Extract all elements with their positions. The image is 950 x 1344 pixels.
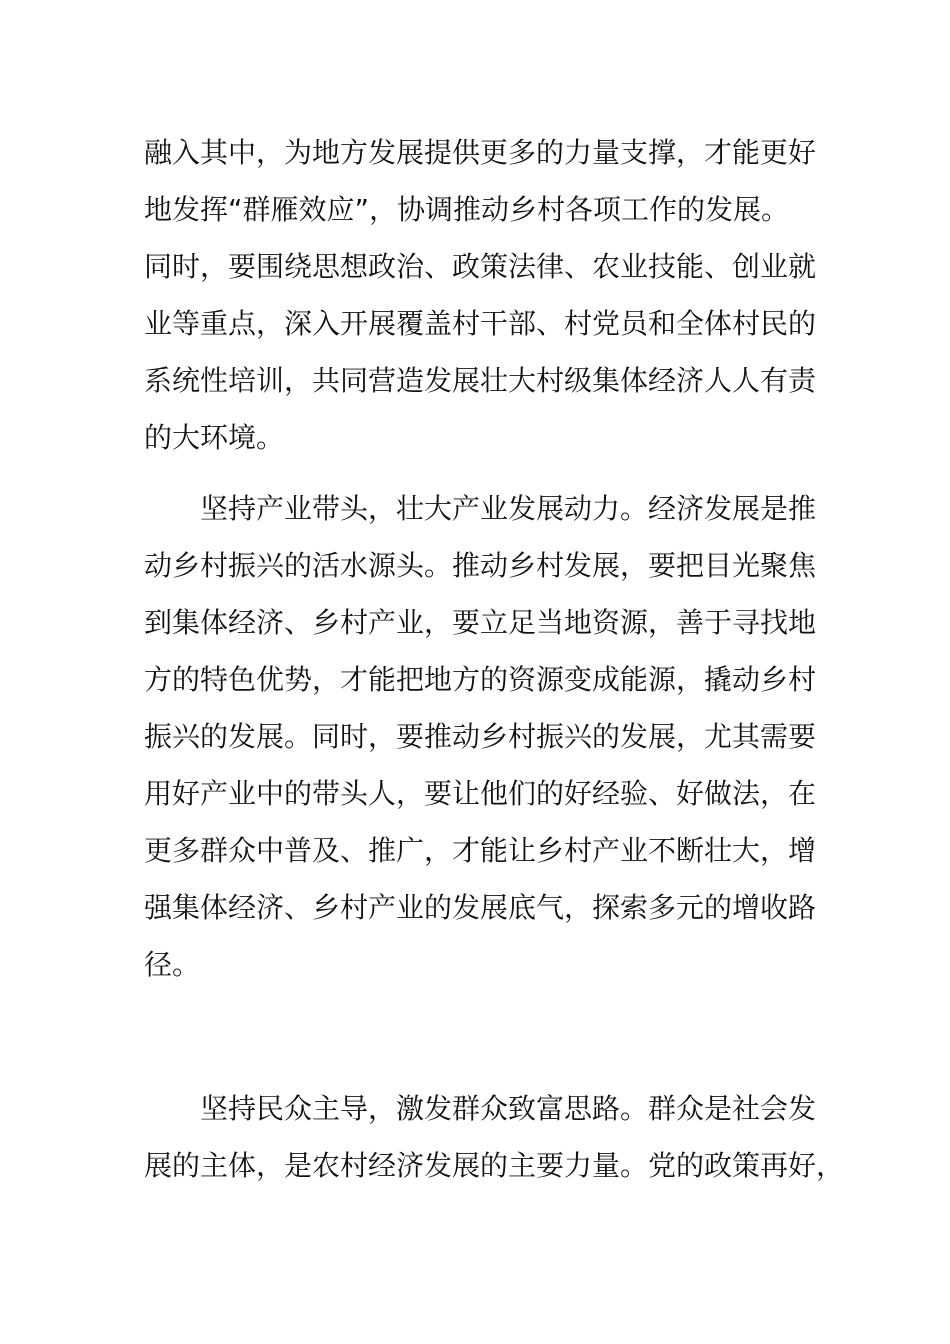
paragraph-1-line: 融入其中，为地方发展提供更多的力量支撑，才能更好 [144, 136, 817, 169]
paragraph-2-line: 径。 [144, 948, 201, 981]
paragraph-1-line: 的大环境。 [144, 421, 285, 454]
paragraph-2-line: 坚持产业带头，壮大产业发展动力。经济发展是推 [200, 492, 817, 525]
paragraph-2 [144, 480, 824, 993]
paragraph-3-line: 坚持民众主导，激发群众致富思路。群众是社会发 [200, 1092, 817, 1125]
paragraph-2-line: 强集体经济、乡村产业的发展底气，探索多元的增收路 [144, 891, 817, 924]
paragraph-2-line: 振兴的发展。同时，要推动乡村振兴的发展，尤其需要 [144, 720, 817, 753]
paragraph-2-line: 到集体经济、乡村产业，要立足当地资源，善于寻找地 [144, 606, 817, 639]
paragraph-2-line: 更多群众中普及、推广，才能让乡村产业不断壮大，增 [144, 834, 817, 867]
paragraph-1-line: 同时，要围绕思想政治、政策法律、农业技能、创业就 [144, 250, 817, 283]
paragraph-3 [144, 1080, 845, 1194]
paragraph-2-line: 用好产业中的带头人，要让他们的好经验、好做法，在 [144, 777, 817, 810]
paragraph-2-line: 方的特色优势，才能把地方的资源变成能源，撬动乡村 [144, 663, 817, 696]
paragraph-2-line: 动乡村振兴的活水源头。推动乡村发展，要把目光聚焦 [144, 549, 817, 582]
paragraph-3-line: 展的主体，是农村经济发展的主要力量。党的政策再好， [144, 1149, 845, 1182]
paragraph-1-line: 地发挥“群雁效应”，协调推动乡村各项工作的发展。 [144, 193, 790, 226]
paragraph-1-line: 系统性培训，共同营造发展壮大村级集体经济人人有责 [144, 364, 817, 397]
paragraph-1-line: 业等重点，深入开展覆盖村干部、村党员和全体村民的 [144, 307, 817, 340]
paragraph-1 [144, 124, 824, 466]
